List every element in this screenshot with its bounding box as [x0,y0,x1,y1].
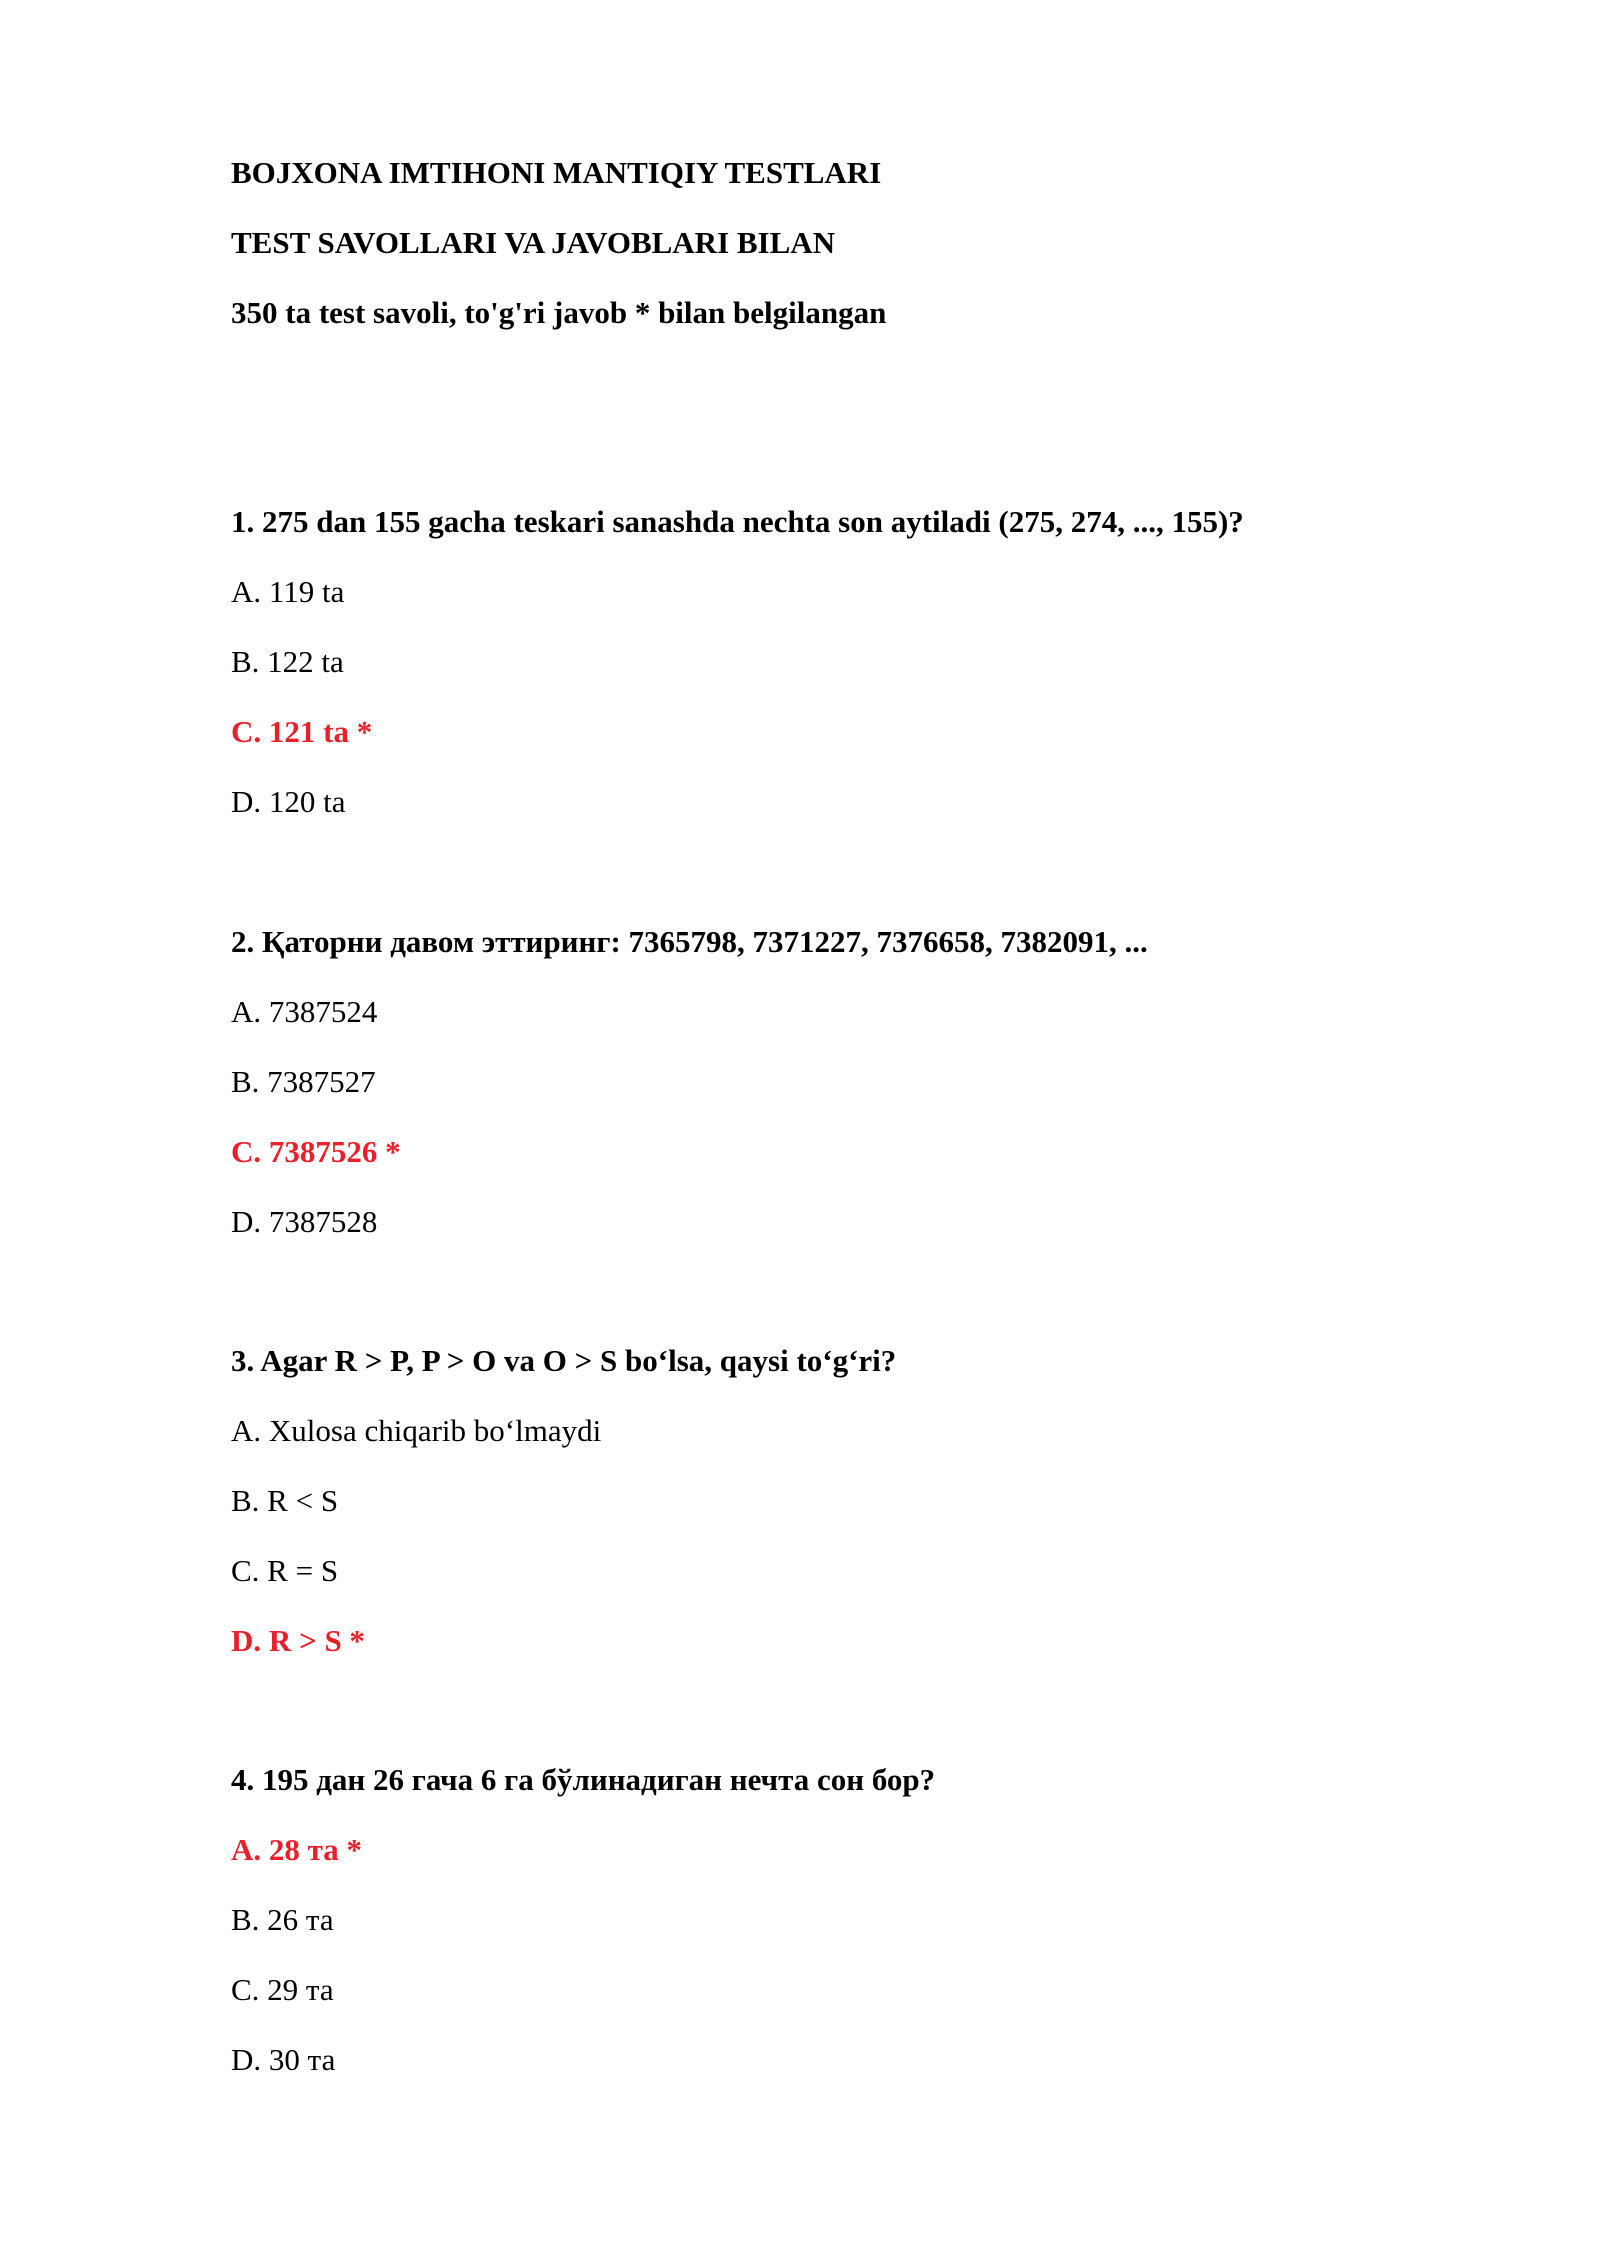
question-3-text: 3. Agar R > P, P > O va O > S bo‘lsa, qaysi to‘g‘ri? [231,1343,897,1378]
question-3-option-c: C. R = S [231,1553,339,1588]
question-1-option-c-correct: C. 121 ta * [231,714,373,749]
question-2-option-a: A. 7387524 [231,994,378,1029]
question-1-option-d: D. 120 ta [231,784,346,819]
question-3-option-d-correct: D. R > S * [231,1623,365,1658]
question-4-option-c: C. 29 та [231,1972,334,2007]
question-4-text: 4. 195 дан 26 гача 6 га бўлинадиган нечта сон бор? [231,1762,936,1797]
question-4-option-d: D. 30 та [231,2042,336,2077]
question-1-option-b: B. 122 ta [231,644,344,679]
document-title: BOJXONA IMTIHONI MANTIQIY TESTLARI [231,155,882,190]
question-2-text: 2. Қаторни давом эттиринг: 7365798, 7371227, 7376658, 7382091, ... [231,924,1148,959]
question-1-option-a: A. 119 ta [231,574,345,609]
document-subtitle: TEST SAVOLLARI VA JAVOBLARI BILAN [231,225,836,260]
question-4-option-b: B. 26 та [231,1902,334,1937]
question-1-text: 1. 275 dan 155 gacha teskari sanashda nechta son aytiladi (275, 274, ..., 155)? [231,504,1244,539]
question-3-option-a: A. Xulosa chiqarib bo‘lmaydi [231,1413,602,1448]
question-4-option-a-correct: A. 28 та * [231,1832,362,1867]
document-note: 350 ta test savoli, to'g'ri javob * bilan belgilangan [231,295,887,330]
question-2-option-c-correct: C. 7387526 * [231,1134,401,1169]
question-2-option-b: B. 7387527 [231,1064,376,1099]
question-2-option-d: D. 7387528 [231,1204,378,1239]
question-3-option-b: B. R < S [231,1483,339,1518]
